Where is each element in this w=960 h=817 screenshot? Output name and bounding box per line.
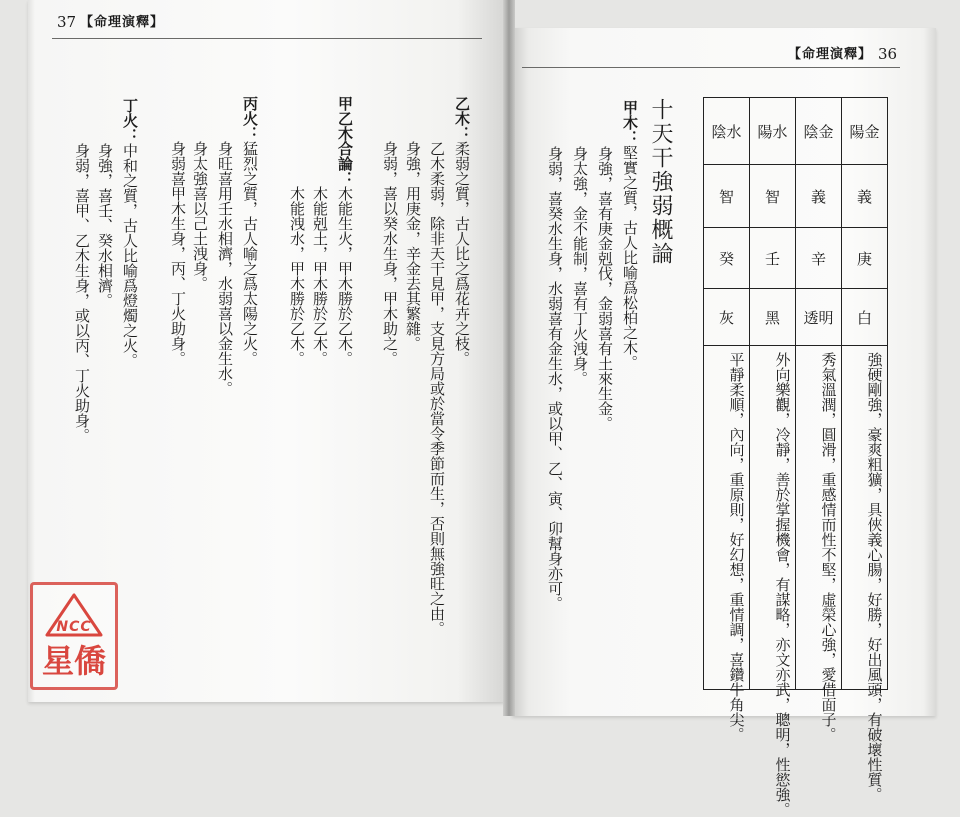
text-column: 身強，喜壬、癸水相濟。 [96, 143, 114, 308]
book-gutter [503, 0, 515, 716]
right-page-number: 36 [878, 45, 898, 63]
section-heading-column [120, 98, 140, 368]
table-cell-stem: 壬 [750, 228, 795, 289]
text-column: 身太強喜以己土洩身。 [191, 141, 209, 291]
table-cell-stem: 辛 [796, 228, 841, 289]
section-lead-text: 柔弱之質，古人比之爲花卉之枝。 [453, 141, 471, 366]
left-header-rule [52, 38, 482, 39]
text-column: 乙木柔弱，除非天干見甲，支見方局或於當令季節而生，否則無強旺之由。 [428, 141, 446, 636]
text-column: 身旺喜用壬水相濟，水弱喜以金生水。 [216, 141, 234, 396]
traits-text: 外向樂觀，冷靜，善於掌握機會，有謀略，亦文亦武，聰明，性慾強。 [773, 352, 792, 817]
section-heading-column [240, 96, 260, 366]
section-heading: 乙木： [453, 96, 471, 141]
text-column: 身太強，金不能制，喜有丁火洩身。 [571, 146, 589, 386]
watermark-logo [30, 582, 118, 690]
traits-text: 強硬剛強，豪爽粗獷，具俠義心腸，好勝，好出風頭，有破壞性質。 [865, 352, 884, 802]
section-heading: 甲木： [621, 100, 639, 145]
table-cell-type: 陽金 [842, 98, 887, 165]
table-cell-color: 灰 [704, 289, 749, 346]
table-cell-traits [750, 346, 795, 817]
section-heading-column [335, 96, 355, 366]
section-lead-text: 猛烈之質，古人喻之爲太陽之火。 [241, 141, 259, 366]
text-column: 身弱，喜甲、乙木生身，或以丙、丁火助身。 [73, 143, 91, 443]
table-cell-virtue: 智 [704, 165, 749, 228]
section-heading: 丁火： [121, 98, 139, 143]
section-lead-text: 堅實之質，古人比喻爲松柏之木。 [621, 145, 639, 370]
section-heading-column [452, 96, 472, 366]
table-cell-virtue: 智 [750, 165, 795, 228]
left-page-number: 37 [57, 13, 77, 31]
traits-text: 平靜柔順，內向，重原則，好幻想，重情調，喜鑽牛角尖。 [727, 352, 746, 742]
left-running-title: 【命理演釋】 [80, 15, 165, 30]
table-cell-color: 白 [842, 289, 887, 346]
table-cell-virtue: 義 [842, 165, 887, 228]
section-lead-text: 木能生火，甲木勝於乙木。 [336, 186, 354, 366]
element-properties-table [703, 97, 888, 817]
table-cell-traits [796, 346, 841, 742]
table-cell-type: 陰金 [796, 98, 841, 165]
text-column: 身弱，喜癸水生身，水弱喜有金生水，或以甲、乙、寅、卯幫身亦可。 [546, 146, 564, 611]
section-lead-text: 中和之質，古人比喻爲燈燭之火。 [121, 143, 139, 368]
table-column [750, 98, 796, 817]
table-cell-stem: 癸 [704, 228, 749, 289]
section-heading-column [620, 100, 640, 370]
table-column [704, 98, 750, 742]
table-column [796, 98, 842, 742]
section-heading: 甲乙木合論： [336, 96, 354, 186]
traits-text: 秀氣溫潤，圓滑，重感情而性不堅，虛榮心強，愛借面子。 [819, 352, 838, 742]
text-column: 木能洩水，甲木勝於乙木。 [288, 186, 306, 366]
right-running-title: 【命理演釋】 [788, 47, 873, 62]
text-column: 身弱喜甲木生身，丙、丁火助身。 [169, 141, 187, 366]
watermark-brand-name: 星僑 [41, 642, 106, 680]
table-cell-type: 陽水 [750, 98, 795, 165]
text-column: 身弱，喜以癸水生身，甲木助之。 [381, 141, 399, 366]
table-cell-stem: 庚 [842, 228, 887, 289]
watermark-brand-text: NCC [56, 619, 92, 635]
text-column: 身強，喜有庚金剋伐，金弱喜有土來生金。 [596, 146, 614, 431]
table-column [842, 98, 887, 802]
section-heading: 丙火： [241, 96, 259, 141]
right-header-rule [522, 67, 900, 68]
table-cell-traits [842, 346, 887, 802]
table-cell-color: 黑 [750, 289, 795, 346]
table-cell-color: 透明 [796, 289, 841, 346]
text-column: 木能剋土，甲木勝於乙木。 [311, 186, 329, 366]
table-cell-virtue: 義 [796, 165, 841, 228]
table-cell-type: 陰水 [704, 98, 749, 165]
table-cell-traits [704, 346, 749, 742]
text-column: 身強，用庚金，辛金去其繁雜。 [404, 141, 422, 351]
chapter-title: 十天干強弱概論 [648, 98, 673, 266]
